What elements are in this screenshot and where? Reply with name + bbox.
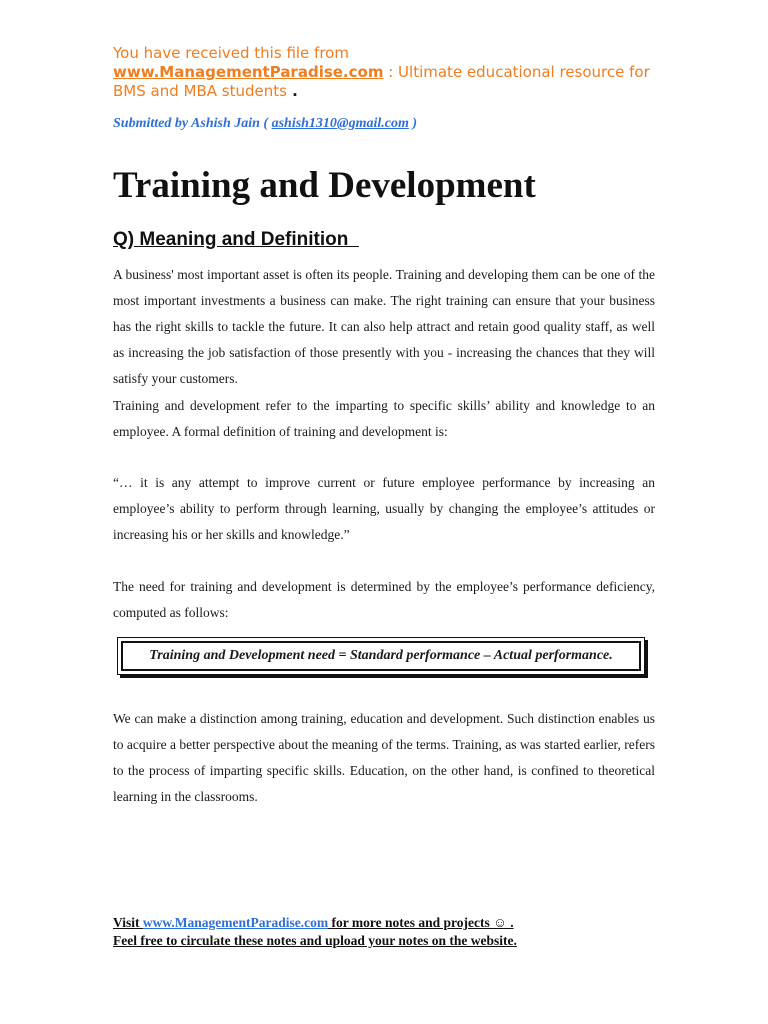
submitted-by (113, 116, 417, 132)
paragraph-quote: “… it is any attempt to improve current or future employee performance by increasing an employee’s ability to perform through learning, usually by changing the employee’s attitudes or increasing his or her skills and knowledge.” (113, 475, 655, 542)
section-heading: Q) Meaning and Definition (113, 229, 359, 250)
formula-box (117, 637, 645, 675)
management-paradise-link[interactable]: www.ManagementParadise.com (113, 63, 384, 81)
paragraph-definition-intro: Training and development refer to the imparting to specific skills’ ability and knowledge to an employee. A formal definition of training and development is: (113, 398, 655, 439)
paragraph-importance: A business' most important asset is often its people. Training and developing them can be one of the most important investments a business can make. The right training can ensure that your business has the right skills to tackle the future. It can also help attract and retain good quality staff, as well as increasing the job satisfaction of those presently with you - increasing the chances that they will satisfy your customers. (113, 267, 655, 386)
author-email-link[interactable]: ashish1310@gmail.com (271, 116, 409, 131)
source-notice-intro: You have received this file from (113, 44, 349, 62)
paragraph-need: The need for training and development is determined by the employee’s performance deficiency, computed as follows: (113, 579, 655, 620)
footer-line-circulate: Feel free to circulate these notes and upload your notes on the website. (113, 933, 517, 948)
submitted-by-prefix: Submitted by Ashish Jain ( (113, 116, 269, 131)
paragraph-distinction: We can make a distinction among training, education and development. Such distinction enables us to acquire a better perspective about the meaning of the terms. Training, as was started earlier, refers to the process of imparting specific skills. Education, on the other hand, is confined to theoretical learning in the classrooms. (113, 711, 655, 804)
footer-visit-suffix: for more notes and projects ☺ . (328, 915, 514, 930)
footer-site-link[interactable]: www.ManagementParadise.com (142, 915, 329, 930)
source-notice-dot: . (286, 82, 298, 100)
source-notice-tagline: : Ultimate educational resource for BMS and MBA students (113, 63, 650, 100)
footer-notice (113, 914, 517, 950)
submitted-by-suffix: ) (412, 116, 418, 131)
footer-line-visit (113, 914, 517, 932)
formula-text: Training and Development need = Standard performance – Actual performance. (121, 641, 641, 671)
footer-visit-prefix: Visit (113, 915, 143, 930)
source-notice (113, 44, 673, 101)
document-title: Training and Development (113, 165, 536, 206)
